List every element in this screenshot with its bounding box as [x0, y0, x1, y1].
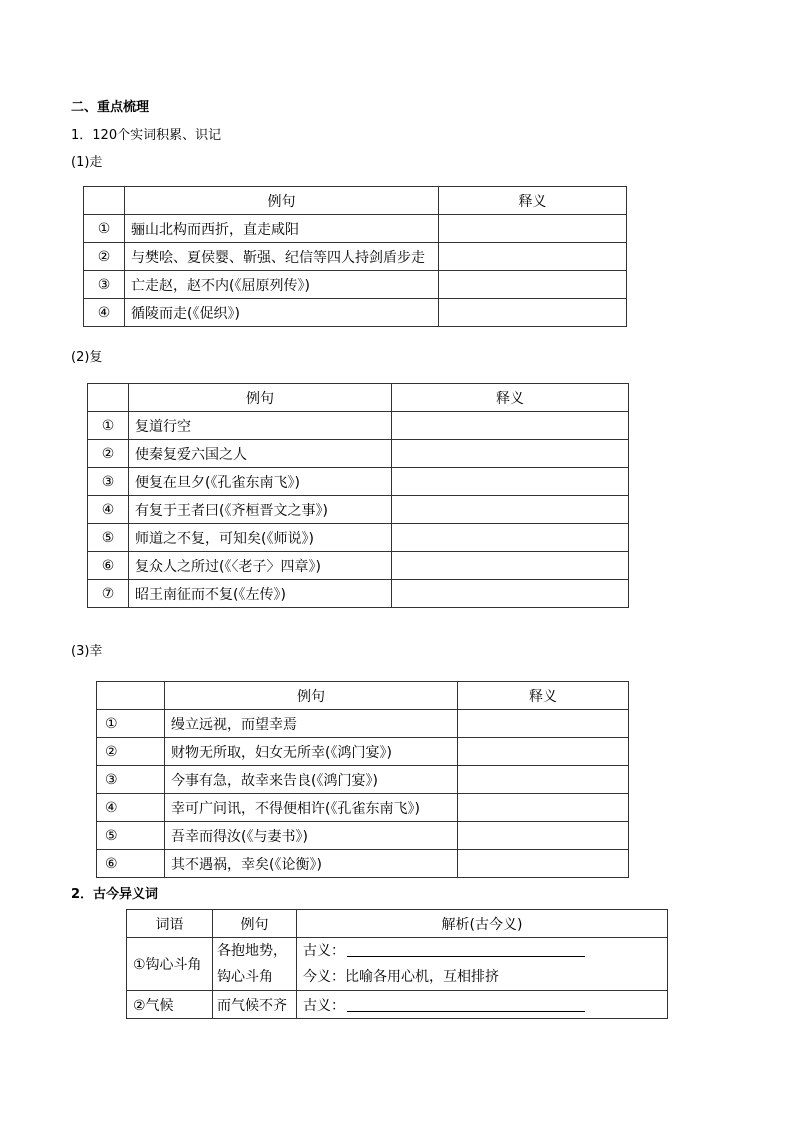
row-number: ②	[84, 243, 125, 271]
column-header-example: 例句	[125, 187, 439, 215]
meaning-cell[interactable]	[439, 243, 627, 271]
example-sentence: 其不遇祸，幸矣(《论衡》)	[165, 850, 458, 878]
meaning-cell[interactable]	[458, 766, 629, 794]
row-number: ④	[97, 794, 165, 822]
row-number: ③	[84, 271, 125, 299]
example-sentence: 骊山北构而西折，直走咸阳	[125, 215, 439, 243]
meaning-cell[interactable]	[392, 496, 629, 524]
column-header-meaning: 释义	[458, 682, 629, 710]
column-header-meaning: 释义	[439, 187, 627, 215]
column-header-meaning: 释义	[392, 384, 629, 412]
row-number: ⑥	[97, 850, 165, 878]
example-sentence: 复众人之所过(《〈老子〉四章》)	[129, 552, 392, 580]
guji-table	[126, 909, 668, 1019]
meaning-cell[interactable]	[458, 850, 629, 878]
analysis-cell	[297, 991, 668, 1019]
word-cell: ①钩心斗角	[127, 938, 213, 991]
example-sentence: 复道行空	[129, 412, 392, 440]
item2-heading: 2．古今异义词	[71, 887, 159, 902]
row-number: ⑦	[88, 580, 129, 608]
table-row	[97, 738, 629, 766]
example-sentence: 今事有急，故幸来告良(《鸿门宴》)	[165, 766, 458, 794]
table-row	[127, 938, 668, 991]
sub-heading-zou: (1)走	[71, 155, 103, 170]
example-sentence: 使秦复爱六国之人	[129, 440, 392, 468]
table-row	[97, 794, 629, 822]
modern-meaning: 今义：比喻各用心机，互相排挤	[303, 969, 499, 985]
table-row	[88, 552, 629, 580]
meaning-cell[interactable]	[458, 738, 629, 766]
column-header-example: 例句	[165, 682, 458, 710]
row-number: ④	[88, 496, 129, 524]
table-row	[97, 766, 629, 794]
table-header-row	[97, 682, 629, 710]
word-cell: ②气候	[127, 991, 213, 1019]
row-number: ①	[97, 710, 165, 738]
table-row	[88, 524, 629, 552]
meaning-cell[interactable]	[392, 552, 629, 580]
table-header-row	[127, 910, 668, 938]
example-cell	[213, 938, 297, 991]
column-header-example: 例句	[129, 384, 392, 412]
example-line: 各抱地势，	[217, 943, 287, 959]
example-sentence: 财物无所取，妇女无所幸(《鸿门宴》)	[165, 738, 458, 766]
table-row	[97, 822, 629, 850]
row-number: ①	[88, 412, 129, 440]
example-sentence: 有复于王者曰(《齐桓晋文之事》)	[129, 496, 392, 524]
example-sentence: 缦立远视，而望幸焉	[165, 710, 458, 738]
column-header-word: 词语	[127, 910, 213, 938]
row-number: ⑥	[88, 552, 129, 580]
meaning-cell[interactable]	[458, 822, 629, 850]
table-row	[127, 991, 668, 1019]
answer-blank[interactable]	[347, 998, 585, 1012]
table-row	[84, 299, 627, 327]
row-number: ③	[97, 766, 165, 794]
meaning-cell[interactable]	[392, 468, 629, 496]
table-row	[88, 468, 629, 496]
example-sentence: 与樊哙、夏侯婴、靳强、纪信等四人持剑盾步走	[125, 243, 439, 271]
meaning-cell[interactable]	[392, 440, 629, 468]
example-sentence: 昭王南征而不复(《左传》)	[129, 580, 392, 608]
meaning-cell[interactable]	[392, 412, 629, 440]
meaning-cell[interactable]	[458, 710, 629, 738]
table-row	[84, 215, 627, 243]
row-number: ④	[84, 299, 125, 327]
table-row	[88, 580, 629, 608]
sub-heading-fu: (2)复	[71, 350, 103, 365]
table-row	[84, 243, 627, 271]
meaning-cell[interactable]	[458, 794, 629, 822]
example-sentence: 幸可广问讯，不得便相许(《孔雀东南飞》)	[165, 794, 458, 822]
ancient-label: 古义：	[303, 943, 345, 959]
table-row	[97, 850, 629, 878]
fu-table	[87, 383, 629, 608]
column-header-example: 例句	[213, 910, 297, 938]
row-number: ①	[84, 215, 125, 243]
example-sentence: 亡走赵，赵不内(《屈原列传》)	[125, 271, 439, 299]
section-heading: 二、重点梳理	[71, 100, 150, 115]
row-number: ③	[88, 468, 129, 496]
ancient-label: 古义：	[303, 997, 345, 1014]
table-row	[97, 710, 629, 738]
example-sentence: 便复在旦夕(《孔雀东南飞》)	[129, 468, 392, 496]
example-cell: 而气候不齐	[213, 991, 297, 1019]
example-line: 钩心斗角	[217, 969, 273, 985]
sub-heading-xing: (3)幸	[71, 644, 103, 659]
meaning-cell[interactable]	[439, 299, 627, 327]
table-header-row	[88, 384, 629, 412]
table-row	[88, 496, 629, 524]
ancient-meaning	[303, 938, 661, 964]
table-row	[88, 440, 629, 468]
table-row	[88, 412, 629, 440]
meaning-cell[interactable]	[439, 215, 627, 243]
row-number: ⑤	[97, 822, 165, 850]
table-row	[84, 271, 627, 299]
zou-table	[83, 186, 627, 327]
table-header-row	[84, 187, 627, 215]
analysis-cell	[297, 938, 668, 991]
example-sentence: 师道之不复，可知矣(《师说》)	[129, 524, 392, 552]
column-header-analysis: 解析(古今义)	[297, 910, 668, 938]
row-number: ②	[97, 738, 165, 766]
example-sentence: 循陵而走(《促织》)	[125, 299, 439, 327]
row-number: ⑤	[88, 524, 129, 552]
row-number: ②	[88, 440, 129, 468]
item1-heading: 1．120个实词积累、识记	[71, 128, 222, 143]
meaning-cell[interactable]	[439, 271, 627, 299]
answer-blank[interactable]	[347, 943, 585, 957]
meaning-cell[interactable]	[392, 580, 629, 608]
xing-table	[96, 681, 629, 878]
meaning-cell[interactable]	[392, 524, 629, 552]
example-sentence: 吾幸而得汝(《与妻书》)	[165, 822, 458, 850]
